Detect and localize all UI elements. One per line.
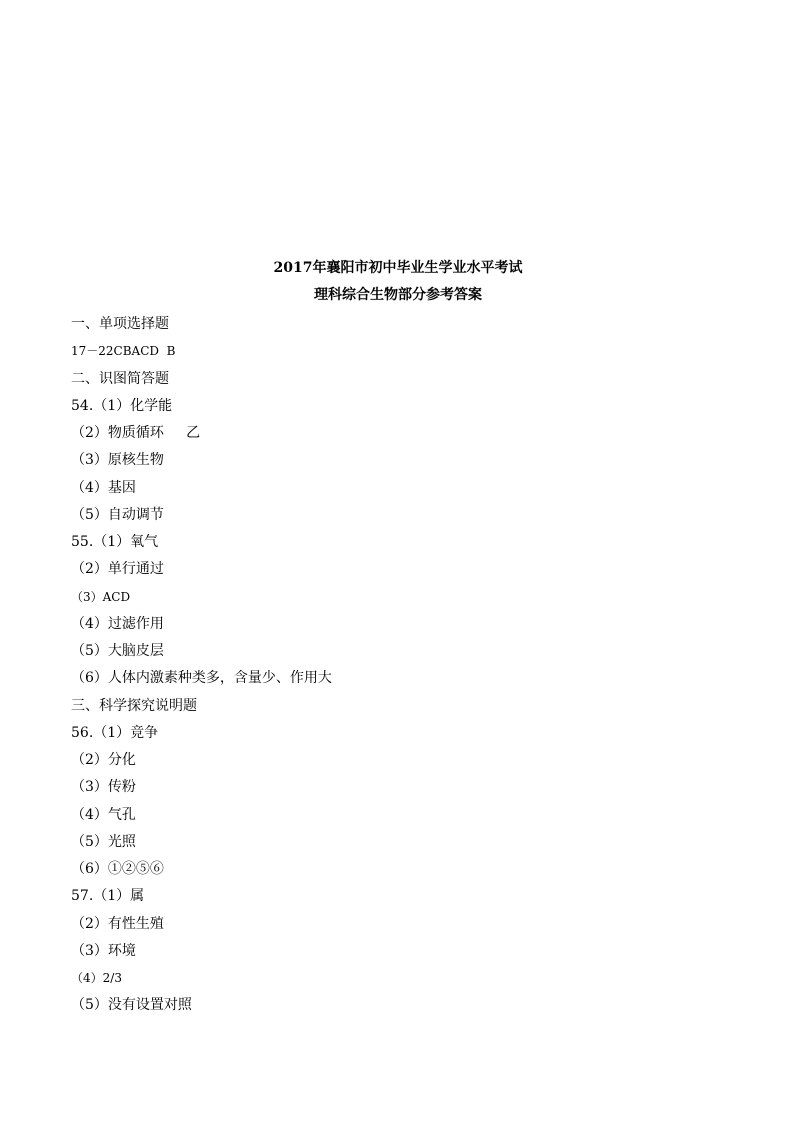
answer-line: （2）分化 [71,752,136,768]
answer-line: （5）自动调节 [71,506,164,523]
document-title: 2017年襄阳市初中毕业生学业水平考试 [273,260,523,276]
answer-line: （2）有性生殖 [71,915,164,932]
answer-line: （2）物质循环 乙 [71,425,201,441]
answer-line: （5）光照 [71,833,136,850]
document-subtitle: 理科综合生物部分参考答案 [314,287,482,303]
section-heading: 三、科学探究说明题 [71,697,197,714]
answer-list [71,313,332,1022]
answer-line: （4）2/3 [71,971,122,985]
answer-line: 56.（1）竞争 [71,724,159,741]
answer-line: （3）原核生物 [71,452,164,469]
answer-line: （6）①②⑤⑥ [71,861,164,877]
section-heading: 一、单项选择题 [71,316,169,332]
answer-line: 57.（1）属 [71,888,145,905]
answer-line: （4）气孔 [71,806,136,823]
answer-line: （3）环境 [71,942,136,959]
answer-line: （5）大脑皮层 [71,643,164,659]
answer-line: 17－22CBACD B [71,344,176,359]
answer-line: （4）基因 [71,479,136,496]
answer-line: （5）没有设置对照 [71,997,192,1014]
answer-line: （3）传粉 [71,779,136,796]
answer-line: （6）人体内激素种类多，含量少、作用大 [71,670,332,687]
answer-line: （4）过滤作用 [71,615,164,632]
answer-line: （2）单行通过 [71,561,164,578]
answer-line: 55.（1）氧气 [71,534,159,550]
answer-line: （3）ACD [71,589,131,604]
answer-line: 54.（1）化学能 [71,397,173,414]
section-heading: 二、识图简答题 [71,370,169,387]
